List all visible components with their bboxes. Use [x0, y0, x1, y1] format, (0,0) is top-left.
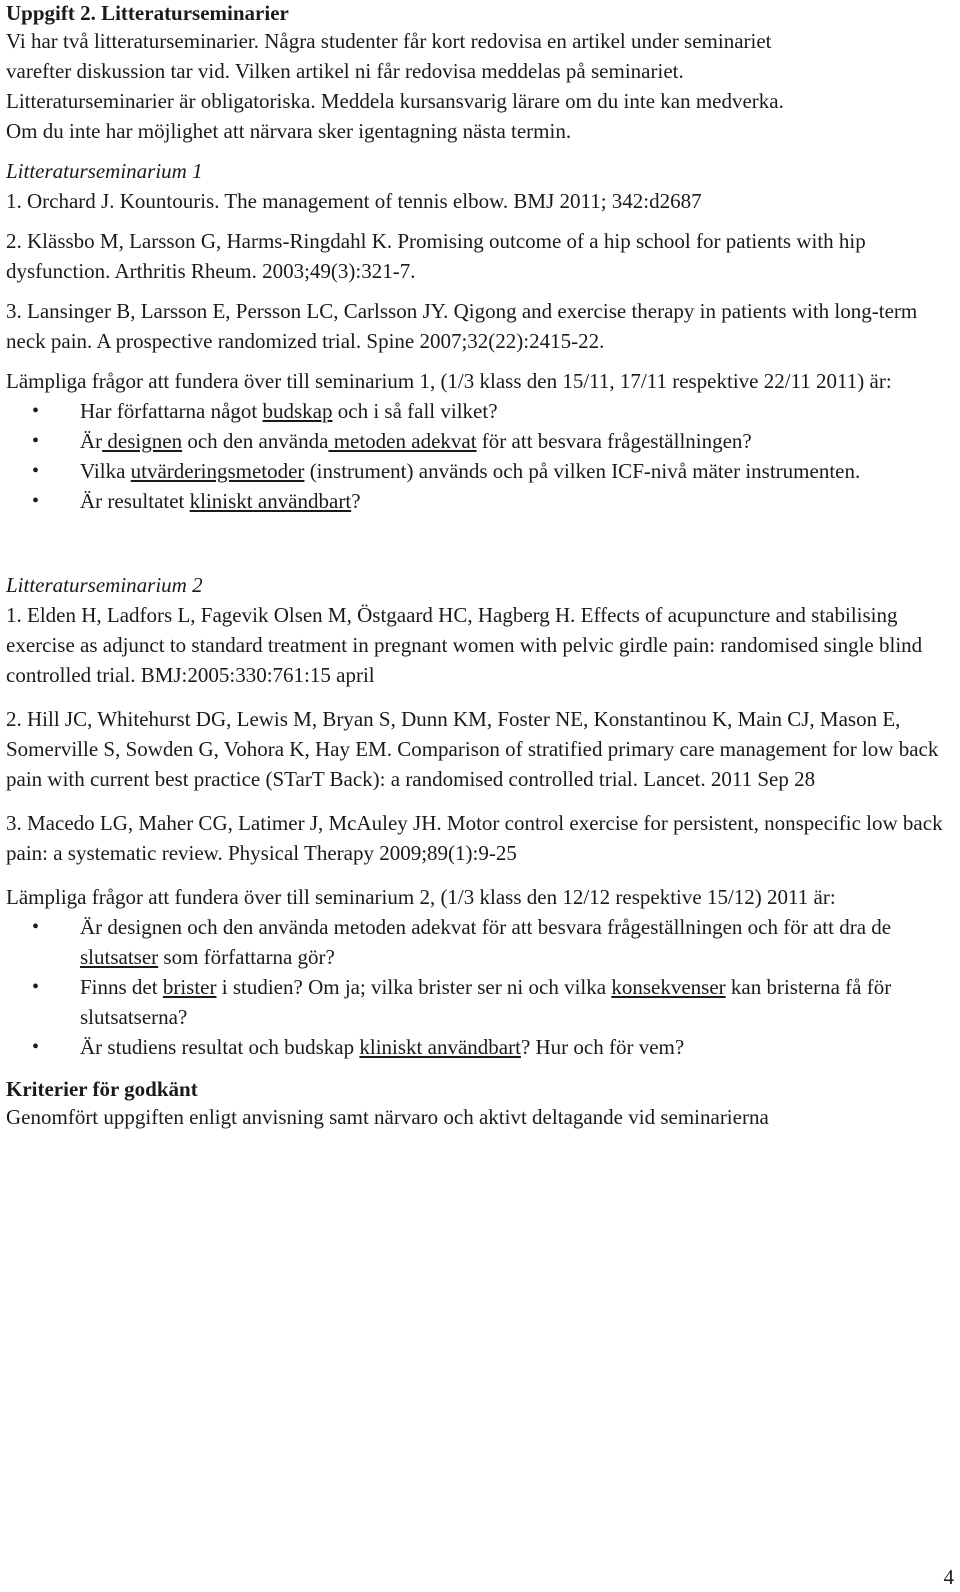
seminar2-ref-2: 2. Hill JC, Whitehurst DG, Lewis M, Bryan S, Dunn KM, Foster NE, Konstantinou K, Main CJ, Mason E, Somerville S, Sowden G, Vohora K, Hay EM. Comparison of stratified primary care management for low back pain with current best practice (STarT Back): a randomised controlled trial. Lancet. 2011 Sep 28 — [6, 707, 939, 791]
seminar1-question: • Vilka utvärderingsmetoder (instrument) används och på vilken ICF-nivå mäter instrumenten. — [6, 456, 946, 486]
intro-line: varefter diskussion tar vid. Vilken artikel ni får redovisa meddelas på seminariet. — [6, 59, 684, 83]
seminar2-question-list — [6, 912, 946, 1062]
seminar1-question-list — [6, 396, 946, 516]
seminar2-questions-intro: Lämpliga frågor att fundera över till seminarium 2, (1/3 klass den 12/12 respektive 15/12) 2011 är: — [6, 885, 836, 909]
seminar2-ref-3: 3. Macedo LG, Maher CG, Latimer J, McAuley JH. Motor control exercise for persistent, nonspecific low back pain: a systematic review. Physical Therapy 2009;89(1):9-25 — [6, 811, 943, 865]
page-number: 4 — [943, 1565, 954, 1589]
seminar1-ref-1: 1. Orchard J. Kountouris. The management of tennis elbow. BMJ 2011; 342:d2687 — [6, 189, 702, 213]
seminar1-ref-3: 3. Lansinger B, Larsson E, Persson LC, Carlsson JY. Qigong and exercise therapy in patients with long-term neck pain. A prospective randomized trial. Spine 2007;32(22):2415-22. — [6, 299, 918, 353]
seminar1-title: Litteraturseminarium 1 — [6, 159, 203, 183]
seminar1-question: • Är designen och den använda metoden adekvat för att besvara frågeställningen? — [6, 426, 946, 456]
seminar2-question: • Finns det brister i studien? Om ja; vilka brister ser ni och vilka konsekvenser kan bristerna få för slutsatserna? — [6, 972, 946, 1032]
intro-line: Vi har två litteraturseminarier. Några studenter får kort redovisa en artikel under seminariet — [6, 29, 772, 53]
seminar1-questions-intro: Lämpliga frågor att fundera över till seminarium 1, (1/3 klass den 15/11, 17/11 respektive 22/11 2011) är: — [6, 369, 892, 393]
intro-paragraph — [6, 26, 946, 146]
criteria-heading: Kriterier för godkänt — [6, 1077, 198, 1101]
seminar2-question: • Är studiens resultat och budskap kliniskt användbart? Hur och för vem? — [6, 1032, 946, 1062]
seminar2-question: • Är designen och den använda metoden adekvat för att besvara frågeställningen och för att dra de slutsatser som författarna gör? — [6, 912, 946, 972]
criteria-text: Genomfört uppgiften enligt anvisning samt närvaro och aktivt deltagande vid seminarierna — [6, 1105, 769, 1129]
intro-line: Om du inte har möjlighet att närvara sker igentagning nästa termin. — [6, 119, 572, 143]
document-page — [6, 0, 946, 1132]
assignment-title: Uppgift 2. Litteraturseminarier — [6, 1, 289, 25]
seminar1-question: • Är resultatet kliniskt användbart? — [6, 486, 946, 516]
intro-line: Litteraturseminarier är obligatoriska. Meddela kursansvarig lärare om du inte kan medverka. — [6, 89, 784, 113]
seminar2-title: Litteraturseminarium 2 — [6, 573, 203, 597]
seminar2-ref-1: 1. Elden H, Ladfors L, Fagevik Olsen M, Östgaard HC, Hagberg H. Effects of acupuncture and stabilising exercise as adjunct to standard treatment in pregnant women with pelvic girdle pain: randomised single blind controlled trial. BMJ:2005:330:761:15 april — [6, 603, 923, 687]
seminar1-question: • Har författarna något budskap och i så fall vilket? — [6, 396, 946, 426]
seminar1-ref-2: 2. Klässbo M, Larsson G, Harms-Ringdahl K. Promising outcome of a hip school for patients with hip dysfunction. Arthritis Rheum. 2003;49(3):321-7. — [6, 229, 866, 283]
